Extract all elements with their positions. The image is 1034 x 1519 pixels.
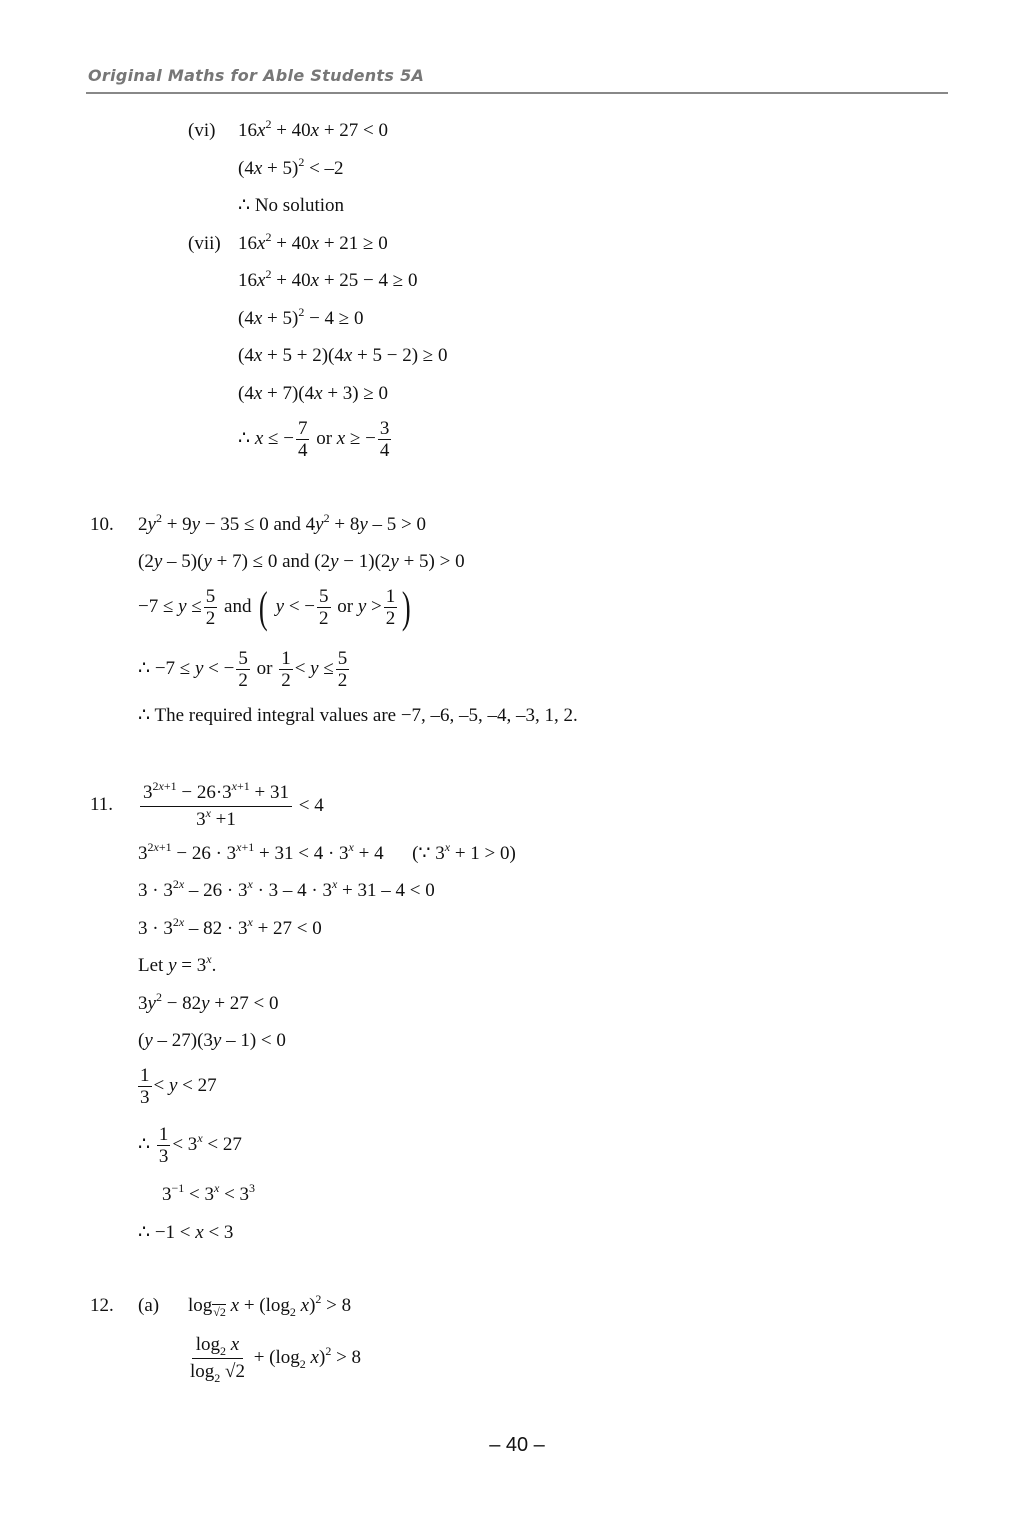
q11-label: 11. [90,794,114,815]
q11-line-8: $\frac{1}{3}$ < y < 27 [140,1065,217,1108]
q10-line-1: $2y^2 + 9y - 35 \le 0$ and $4y^2 + 8y - 5 > 0$ [138,511,426,535]
q12-label: 12. [90,1295,114,1316]
q9-vi-label: (vi) [188,120,216,141]
q11-line-3: $3 \cdot 3^{2x} - 26 \cdot 3^x \cdot 3 - 4 \cdot 3^x + 31 - 4 < 0$ [138,877,435,901]
q10-line-3: −7 ≤ y ≤ $\frac{5}{2}$ and ( y < − $\frac{5}{2}$ or y > $\frac{1}{2}$ ) [138,582,411,632]
q10-line-4: ∴ −7 ≤ y < − $\frac{5}{2}$ or $\frac{1}{2}$ < y ≤ $\frac{5}{2}$ [138,648,348,691]
q9-vii-line-5: (4x + 7)(4x + 3) ≥ 0 [238,383,389,404]
q9-vii-line-1: $16x^2 + 40x + 21 \ge 0$ [238,230,388,254]
q11-line-9: ∴ $\frac{1}{3}$ < $3^x < 27$ [138,1124,242,1167]
page-number: – 40 – [489,1434,545,1456]
q9-vii-line-6: ∴ x ≤ − $\frac{7}{4}$ or x ≥ − $\frac{3}{4}$ [238,418,390,461]
q9-vi-line-1: $16x^2 + 40x + 27 < 0$ [238,117,389,141]
q10-label: 10. [90,514,114,535]
q9-vii-line-3: $(4x + 5)^2 - 4 \ge 0$ [238,305,364,329]
q9-vi-line-2: $(4x + 5)^2 < -2$ [238,155,344,179]
q10-line-5: ∴ The required integral values are −7, –6, –5, –4, –3, 1, 2. [138,705,578,726]
q11-line-2: $3^{2x+1} - 26 \cdot 3^{x+1} + 31 < 4 \cdot 3^x + 4$ (∵ $3^x + 1 > 0$) [138,840,516,864]
q9-vii-line-2: $16x^2 + 40x + 25 - 4 \ge 0$ [238,267,418,291]
q11-line-1: $\frac{3^{2x+1} - 26\cdot 3^{x+1} + 31}{3^x +1}$ < 4 [138,780,324,833]
q11-line-7: (y – 27)(3y – 1) < 0 [138,1030,286,1051]
q10-line-2: (2y – 5)(y + 7) ≤ 0 and (2y − 1)(2y + 5) > 0 [138,551,465,572]
q11-line-10: $3^{-1} < 3^x < 3^3$ [162,1181,256,1205]
q9-vii-label: (vii) [188,233,221,254]
q12-line-2: $\frac{\log_2 x}{\log_2 √2}$ + ($\log_2$ x)$^2$ > 8 [190,1334,362,1385]
q11-line-11: ∴ −1 < x < 3 [138,1222,234,1243]
header-rule [86,92,948,94]
q9-vi-line-3: ∴ No solution [238,195,345,216]
q12-part-a-label: (a) [138,1295,160,1316]
q12-line-1: $\log_{√2} x + (\log_2$ x)$^2$ > 8 [188,1292,352,1319]
q11-line-4: $3 \cdot 3^{2x} - 82 \cdot 3^x + 27 < 0$ [138,915,322,939]
q11-line-6: $3y^2 - 82y + 27 < 0$ [138,990,279,1014]
q11-line-5: Let $y = 3^x$. [138,952,217,976]
q9-vii-line-4: (4x + 5 + 2)(4x + 5 − 2) ≥ 0 [238,345,448,366]
running-header: Original Maths for Able Students 5A [88,66,425,85]
